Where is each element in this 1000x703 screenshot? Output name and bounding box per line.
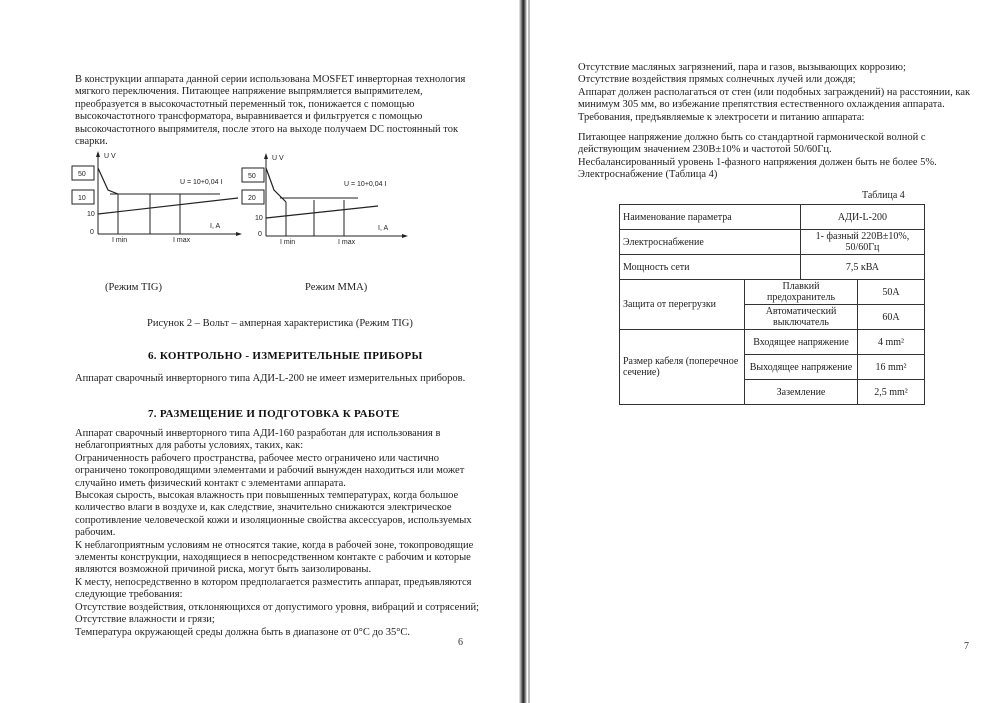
section-6-text: Аппарат сварочный инверторного типа АДИ-L-200 не имеет измерительных приборов. bbox=[75, 373, 466, 384]
intro-paragraph bbox=[75, 74, 465, 148]
curve-start bbox=[98, 168, 118, 194]
table-row bbox=[620, 330, 925, 355]
section-6-title: 6. КОНТРОЛЬНО - ИЗМЕРИТЕЛЬНЫЕ ПРИБОРЫ bbox=[148, 350, 423, 362]
text-line: преобразуется в высокочастотный переменный ток, понижается с помощью bbox=[75, 98, 415, 110]
text-line: Несбалансированный уровень 1-фазного напряжения должен быть не более 5%. bbox=[578, 156, 937, 168]
y-axis-label: U V bbox=[104, 153, 116, 160]
cable-label: Размер кабеля (поперечное сечение) bbox=[620, 330, 745, 405]
formula-label: U = 10+0,04 I bbox=[344, 181, 387, 188]
figure-caption: Рисунок 2 – Вольт – амперная характеристика (Режим TIG) bbox=[147, 318, 413, 329]
y-arrow-icon bbox=[264, 153, 268, 159]
graph-mma bbox=[240, 150, 410, 250]
text-line: высокочастотного выпрямителя, после этого на выходе получаем DC постоянный ток bbox=[75, 123, 459, 135]
text-line: К месту, непосредственно в котором предполагается разместить аппарат, предъявляются bbox=[75, 576, 472, 588]
curve-start bbox=[266, 168, 286, 202]
x-max-label: I max bbox=[173, 237, 191, 244]
origin-label: 0 bbox=[90, 229, 94, 236]
text-line: Отсутствие воздействия прямых солнечных лучей или дождя; bbox=[578, 74, 856, 86]
header-param: Наименование параметра bbox=[620, 205, 801, 230]
x-axis-label: I, A bbox=[210, 223, 221, 230]
text-line: Ограниченность рабочего пространства, рабочее место ограничено или частично bbox=[75, 452, 439, 464]
input-label: Входящее напряжение bbox=[745, 330, 858, 355]
text-line: Требования, предъявляемые к электросети и питанию аппарата: bbox=[578, 111, 865, 123]
x-axis-label: I, A bbox=[378, 225, 389, 232]
fuse-label: Плавкий предохранитель bbox=[745, 280, 858, 305]
text-line: высокочастотного трансформатора, выравнивается и фильтруется с помощью bbox=[75, 111, 423, 123]
formula-label: U = 10+0,04 I bbox=[180, 179, 223, 186]
conditions-paragraph bbox=[578, 62, 970, 124]
text-line: сопротивление человеческой кожи и изоляционные свойства аксессуаров, используемых bbox=[75, 514, 472, 526]
ground-value: 2,5 mm² bbox=[858, 380, 925, 405]
text-line: случайно иметь физический контакт с элементами аппарата. bbox=[75, 477, 346, 489]
caption-mma: Режим MMA) bbox=[305, 282, 368, 293]
text-line: Отсутствие влажности и грязи; bbox=[75, 614, 215, 626]
text-line: К неблагоприятным условиям не относятся такие, когда в рабочей зоне, токопроводящие bbox=[75, 539, 474, 551]
y-axis-label: U V bbox=[272, 155, 284, 162]
text-line: Электроснабжение (Таблица 4) bbox=[578, 169, 718, 181]
tick-10: 10 bbox=[255, 215, 263, 222]
output-value: 16 mm² bbox=[858, 355, 925, 380]
x-min-label: I min bbox=[112, 237, 128, 244]
table-row bbox=[620, 230, 925, 255]
overload-label: Защита от перегрузки bbox=[620, 280, 745, 330]
box-lower-value: 20 bbox=[248, 195, 256, 202]
breaker-label: Автоматический выключатель bbox=[745, 305, 858, 330]
book-spine-edge bbox=[528, 0, 530, 703]
breaker-value: 60А bbox=[858, 305, 925, 330]
table-row bbox=[620, 205, 925, 230]
output-label: Выходящее напряжение bbox=[745, 355, 858, 380]
network-power-value: 7,5 кВА bbox=[800, 255, 924, 280]
page-number-left: 6 bbox=[458, 637, 463, 648]
table-caption: Таблица 4 bbox=[862, 190, 905, 201]
text-line: следующие требования: bbox=[75, 589, 183, 601]
power-supply-table bbox=[619, 204, 925, 405]
header-model: АДИ-L-200 bbox=[800, 205, 924, 230]
power-paragraph bbox=[578, 132, 937, 182]
box-upper-value: 50 bbox=[78, 171, 86, 178]
table-row bbox=[620, 255, 925, 280]
text-line: неблагоприятных для работы условиях, таких, как: bbox=[75, 440, 304, 452]
characteristic-line bbox=[98, 198, 238, 214]
book-spine bbox=[519, 0, 527, 703]
text-line: В конструкции аппарата данной серии использована MOSFET инверторная технология bbox=[75, 74, 466, 85]
text-line: Высокая сырость, высокая влажность при повышенных температурах, когда большое bbox=[75, 490, 459, 502]
table-row bbox=[620, 280, 925, 305]
text-line: ограничено токопроводящими элементами и рабочий вынужден находиться или может bbox=[75, 465, 465, 477]
fuse-value: 50А bbox=[858, 280, 925, 305]
y-arrow-icon bbox=[96, 151, 100, 157]
network-power-label: Мощность сети bbox=[620, 255, 801, 280]
section-7-text bbox=[75, 428, 479, 639]
text-line: сварки. bbox=[75, 136, 108, 148]
power-supply-value: 1- фазный 220В±10%, 50/60Гц bbox=[800, 230, 924, 255]
text-line: Отсутствие масляных загрязнений, пара и газов, вызывающих коррозию; bbox=[578, 62, 906, 73]
x-min-label: I min bbox=[280, 239, 296, 246]
page-number-right: 7 bbox=[964, 641, 969, 652]
text-line: минимум 305 мм, во избежание препятствия естественного охлаждения аппарата. bbox=[578, 99, 945, 111]
ground-label: Заземление bbox=[745, 380, 858, 405]
power-supply-label: Электроснабжение bbox=[620, 230, 801, 255]
characteristic-line bbox=[266, 206, 378, 218]
text-line: являются возможной причиной риска, могут быть заизолированы. bbox=[75, 564, 372, 576]
graph-tig bbox=[70, 148, 245, 248]
caption-tig: (Режим TIG) bbox=[105, 282, 162, 293]
x-max-label: I max bbox=[338, 239, 356, 246]
text-line: мягкого переключения. Питающее напряжение выпрямляется выпрямителем, bbox=[75, 86, 423, 98]
text-line: действующим значением 230В±10% и частотой 50/60Гц. bbox=[578, 144, 832, 156]
box-lower-value: 10 bbox=[78, 195, 86, 202]
input-value: 4 mm² bbox=[858, 330, 925, 355]
box-upper-value: 50 bbox=[248, 173, 256, 180]
text-line: рабочим. bbox=[75, 527, 116, 539]
origin-label: 0 bbox=[258, 231, 262, 238]
text-line: Аппарат сварочный инверторного типа АДИ-160 разработан для использования в bbox=[75, 428, 441, 439]
text-line: Температура окружающей среды должна быть в диапазоне от 0°С до 35°С. bbox=[75, 626, 411, 638]
x-arrow-icon bbox=[402, 234, 408, 238]
section-7-title: 7. РАЗМЕЩЕНИЕ И ПОДГОТОВКА К РАБОТЕ bbox=[148, 408, 400, 420]
text-line: Отсутствие воздействия, отклоняющихся от допустимого уровня, вибраций и сотрясений; bbox=[75, 601, 480, 613]
text-line: Питающее напряжение должно быть со стандартной гармонической волной с bbox=[578, 132, 926, 143]
text-line: количество влаги в воздухе и, как следствие, значительно снижаются электрическое bbox=[75, 502, 452, 514]
text-line: элементы конструкции, находящиеся в непосредственном контакте с рабочим и которые bbox=[75, 552, 471, 564]
text-line: Аппарат должен располагаться от стен (или подобных заграждений) на расстоянии, как bbox=[578, 86, 971, 98]
tick-10: 10 bbox=[87, 211, 95, 218]
